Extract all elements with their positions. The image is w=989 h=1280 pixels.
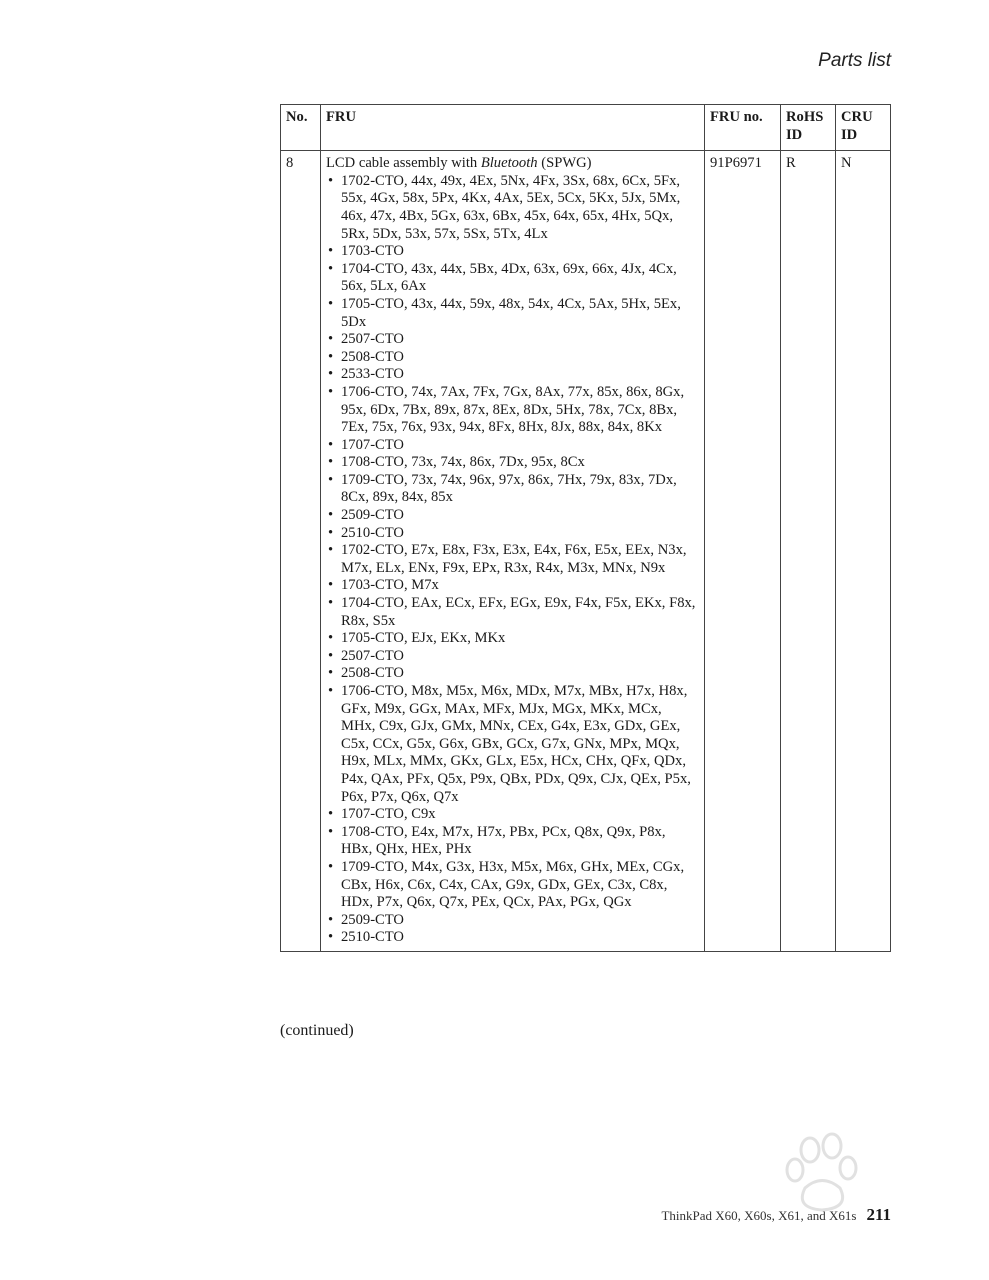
list-item: • 2507-CTO	[326, 331, 699, 349]
list-item: • 2509-CTO	[326, 507, 699, 525]
continued-note: (continued)	[280, 1022, 354, 1039]
table-header-row	[281, 105, 891, 151]
list-item: • 1703-CTO	[326, 243, 699, 261]
model-list	[326, 173, 699, 947]
page-number: 211	[866, 1205, 891, 1224]
fru-title	[326, 155, 699, 173]
fru-title-suffix: (SPWG)	[537, 155, 592, 172]
list-item: • 1705-CTO, 43x, 44x, 59x, 48x, 54x, 4Cx, 5Ax, 5Hx, 5Ex, 5Dx	[326, 296, 699, 331]
column-header-cru-id: CRU ID	[836, 105, 891, 151]
paw-watermark-icon	[700, 1128, 950, 1268]
list-item: • 1706-CTO, 74x, 7Ax, 7Fx, 7Gx, 8Ax, 77x, 85x, 86x, 8Gx, 95x, 6Dx, 7Bx, 89x, 87x, 8Ex, 8Dx, 5Hx, 78x, 7Cx, 8Bx, 7Ex, 75x, 76x, 93x, 94x, 8Fx, 8Hx, 8Jx, 88x, 84x, 8Kx	[326, 384, 699, 437]
list-item: • 2510-CTO	[326, 525, 699, 543]
list-item: • 2507-CTO	[326, 648, 699, 666]
column-header-rohs-id: RoHS ID	[781, 105, 836, 151]
list-item: • 1708-CTO, E4x, M7x, H7x, PBx, PCx, Q8x, Q9x, P8x, HBx, QHx, HEx, PHx	[326, 824, 699, 859]
list-item: • 1707-CTO	[326, 437, 699, 455]
table-row	[281, 151, 891, 952]
list-item: • 2510-CTO	[326, 929, 699, 947]
cell-fru-description	[321, 151, 705, 952]
footer-book-title: ThinkPad X60, X60s, X61, and X61s	[661, 1208, 857, 1223]
list-item: • 1703-CTO, M7x	[326, 577, 699, 595]
list-item: • 1704-CTO, EAx, ECx, EFx, EGx, E9x, F4x, F5x, EKx, F8x, R8x, S5x	[326, 595, 699, 630]
list-item: • 1708-CTO, 73x, 74x, 86x, 7Dx, 95x, 8Cx	[326, 454, 699, 472]
cell-no: 8	[281, 151, 321, 952]
fru-title-prefix: LCD cable assembly with	[326, 155, 481, 172]
parts-table	[280, 104, 891, 952]
column-header-no: No.	[281, 105, 321, 151]
column-header-fru: FRU	[321, 105, 705, 151]
cell-rohs-id: R	[781, 151, 836, 952]
list-item: • 1702-CTO, 44x, 49x, 4Ex, 5Nx, 4Fx, 3Sx, 68x, 6Cx, 5Fx, 55x, 4Gx, 58x, 5Px, 4Kx, 4Ax, 5Ex, 5Cx, 5Kx, 5Jx, 5Mx, 46x, 47x, 4Bx, 5Gx, 63x, 6Bx, 45x, 64x, 65x, 4Hx, 5Qx, 5Rx, 5Dx, 53x, 57x, 5Sx, 5Tx, 4Lx	[326, 173, 699, 243]
list-item: • 1707-CTO, C9x	[326, 806, 699, 824]
cell-fru-no: 91P6971	[705, 151, 781, 952]
list-item: • 1709-CTO, 73x, 74x, 96x, 97x, 86x, 7Hx, 79x, 83x, 7Dx, 8Cx, 89x, 84x, 85x	[326, 472, 699, 507]
column-header-fru-no: FRU no.	[705, 105, 781, 151]
list-item: • 2508-CTO	[326, 349, 699, 367]
list-item: • 1702-CTO, E7x, E8x, F3x, E3x, E4x, F6x, E5x, EEx, N3x, M7x, ELx, ENx, F9x, EPx, R3x, R4x, M3x, MNx, N9x	[326, 542, 699, 577]
fru-title-italic: Bluetooth	[480, 155, 538, 172]
list-item: • 1705-CTO, EJx, EKx, MKx	[326, 630, 699, 648]
list-item: • 2508-CTO	[326, 665, 699, 683]
list-item: • 1709-CTO, M4x, G3x, H3x, M5x, M6x, GHx, MEx, CGx, CBx, H6x, C6x, C4x, CAx, G9x, GDx, GEx, C3x, C8x, HDx, P7x, Q6x, Q7x, PEx, QCx, PAx, PGx, QGx	[326, 859, 699, 912]
list-item: • 1706-CTO, M8x, M5x, M6x, MDx, M7x, MBx, H7x, H8x, GFx, M9x, GGx, MAx, MFx, MJx, MGx, MKx, MCx, MHx, C9x, GJx, GMx, MNx, CEx, G4x, E3x, GDx, GEx, C5x, CCx, G5x, G6x, GBx, GCx, G7x, GNx, MPx, MQx, H9x, MLx, MMx, GKx, GLx, E5x, HCx, CHx, QFx, QDx, P4x, QAx, PFx, Q5x, P9x, QBx, PDx, Q9x, CJx, QEx, P5x, P6x, P7x, Q6x, Q7x	[326, 683, 699, 806]
list-item: • 2509-CTO	[326, 912, 699, 930]
list-item: • 1704-CTO, 43x, 44x, 5Bx, 4Dx, 63x, 69x, 66x, 4Jx, 4Cx, 56x, 5Lx, 6Ax	[326, 261, 699, 296]
list-item: • 2533-CTO	[326, 366, 699, 384]
running-header: Parts list	[818, 50, 891, 71]
cell-cru-id: N	[836, 151, 891, 952]
